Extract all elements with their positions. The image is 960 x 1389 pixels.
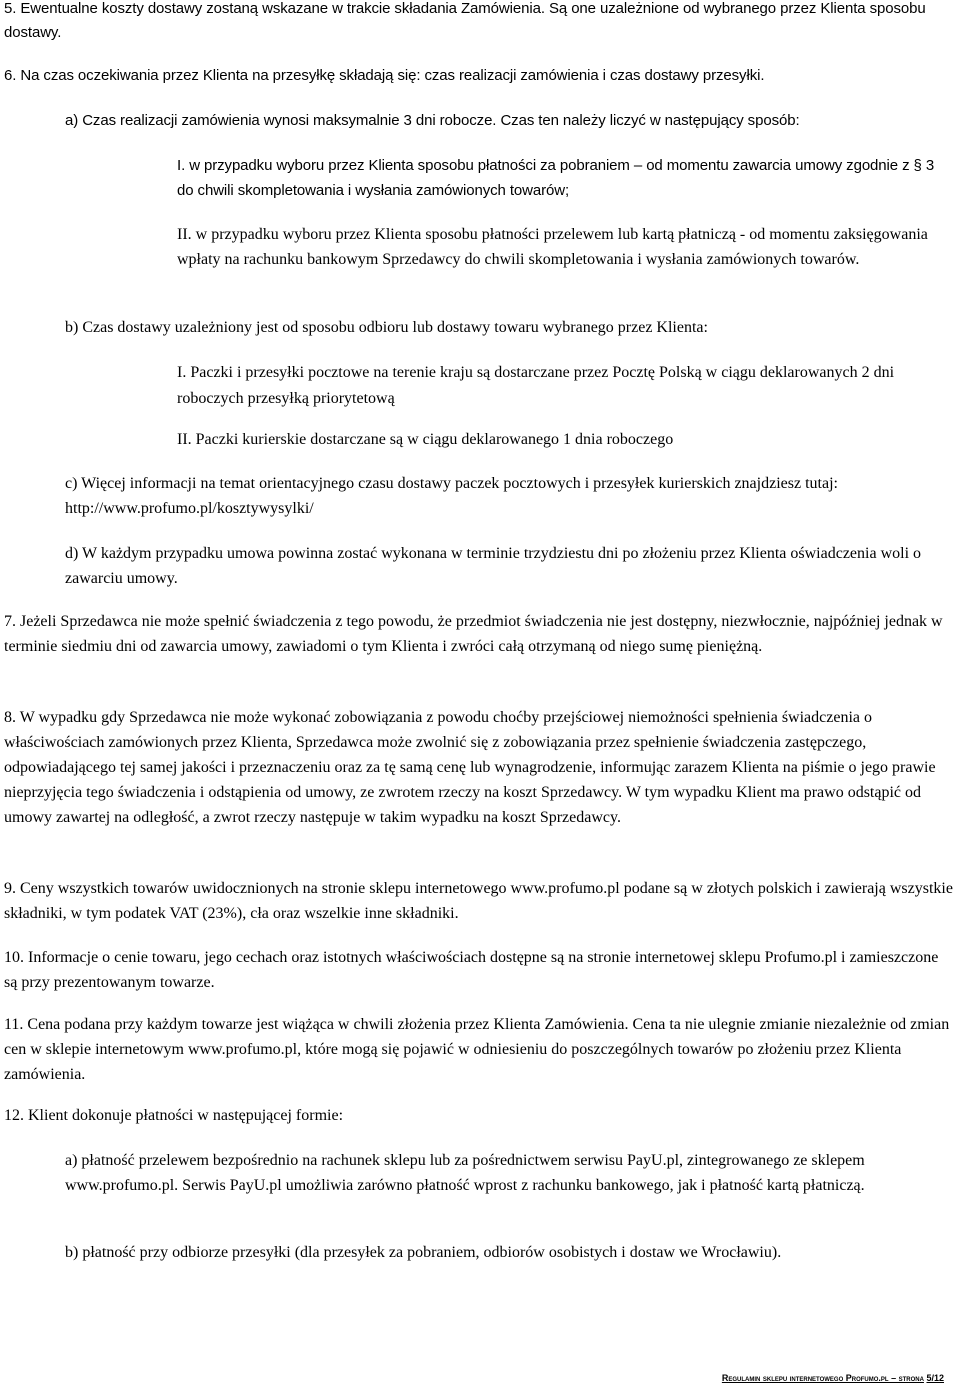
paragraph-12a: a) płatność przelewem bezpośrednio na rachunek sklepu lub za pośrednictwem serwisu PayU.pl, zintegrowanego ze sklepem www.profumo.pl. Serwis PayU.pl umożliwia zarówno płatność wprost z rachunku bankowego, jak i płatność kartą płatniczą.	[65, 1152, 865, 1194]
paragraph-6b: b) Czas dostawy uzależniony jest od sposobu odbioru lub dostawy towaru wybranego przez Klienta:	[65, 319, 708, 336]
paragraph-6c: c) Więcej informacji na temat orientacyjnego czasu dostawy paczek pocztowych i przesyłek kurierskich znajdziesz tutaj: http://www.profumo.pl/kosztywysylki/	[65, 475, 838, 517]
paragraph-10: 10. Informacje o cenie towaru, jego cechach oraz istotnych właściwościach dostępne są na stronie internetowej sklepu Profumo.pl i zamieszczone są przy prezentowanym towarze.	[4, 949, 939, 991]
paragraph-6a-i: I. w przypadku wyboru przez Klienta sposobu płatności za pobraniem – od momentu zawarcia umowy zgodnie z § 3 do chwili skompletowania i wysłania zamówionych towarów;	[177, 157, 935, 199]
paragraph-8: 8. W wypadku gdy Sprzedawca nie może wykonać zobowiązania z powodu choćby przejściowej niemożności spełnienia świadczenia o właściwościach zamówionych przez Klienta, Sprzedawca może zwolnić się z zobowiązania przez spełnienie świadczenia zastępczego, odpowiadającego tej samej jakości i przeznaczeniu oraz za tę samą cenę lub wynagrodzenie, informując zarazem Klienta na piśmie o jego prawie nieprzyjęcia tego świadczenia i odstąpienia od umowy, ze zwrotem rzeczy na koszt Sprzedawcy. W tym wypadku Klient ma prawo odstąpić od umowy zawartej na odległość, a zwrot rzeczy następuje w takim wypadku na koszt Sprzedawcy.	[4, 709, 936, 826]
paragraph-6: 6. Na czas oczekiwania przez Klienta na przesyłkę składają się: czas realizacji zamówienia i czas dostawy przesyłki.	[4, 67, 765, 84]
paragraph-7: 7. Jeżeli Sprzedawca nie może spełnić świadczenia z tego powodu, że przedmiot świadczenia nie jest dostępny, niezwłocznie, najpóźniej jednak w terminie siedmiu dni od zawarcia umowy, zawiadomi o tym Klienta i zwróci całą otrzymaną od niego sumę pieniężną.	[4, 613, 943, 655]
paragraph-12b: b) płatność przy odbiorze przesyłki (dla przesyłek za pobraniem, odbiorów osobistych i dostaw we Wrocławiu).	[65, 1244, 782, 1261]
paragraph-12: 12. Klient dokonuje płatności w następującej formie:	[4, 1107, 344, 1124]
footer-label: Regulamin sklepu internetowego Profumo.pl – strona	[721, 1373, 924, 1383]
paragraph-6d: d) W każdym przypadku umowa powinna zostać wykonana w terminie trzydziestu dni po złożeniu przez Klienta oświadczenia woli o zawarciu umowy.	[65, 545, 922, 587]
paragraph-9: 9. Ceny wszystkich towarów uwidocznionych na stronie sklepu internetowego www.profumo.pl podane są w złotych polskich i zawierają wszystkie składniki, w tym podatek VAT (23%), cła oraz wszelkie inne składniki.	[4, 880, 953, 922]
footer-page-number: 5/12	[926, 1373, 944, 1383]
paragraph-11: 11. Cena podana przy każdym towarze jest wiążąca w chwili złożenia przez Klienta Zamówienia. Cena ta nie ulegnie zmianie niezależnie od zmian cen w sklepie internetowym www.profumo.pl, które mogą się pojawić w odniesieniu do poszczególnych towarów po złożeniu przez Klienta zamówienia.	[4, 1016, 950, 1083]
paragraph-6b-ii: II. Paczki kurierskie dostarczane są w ciągu deklarowanego 1 dnia roboczego	[177, 431, 674, 448]
page-footer	[722, 1372, 944, 1384]
paragraph-6a: a) Czas realizacji zamówienia wynosi maksymalnie 3 dni robocze. Czas ten należy liczyć w następujący sposób:	[65, 112, 800, 129]
paragraph-5: 5. Ewentualne koszty dostawy zostaną wskazane w trakcie składania Zamówienia. Są one uzależnione od wybranego przez Klienta sposobu dostawy.	[4, 0, 926, 41]
paragraph-6b-i: I. Paczki i przesyłki pocztowe na terenie kraju są dostarczane przez Pocztę Polską w ciągu deklarowanych 2 dni roboczych przesyłką priorytetową	[177, 364, 895, 407]
paragraph-6a-ii: II. w przypadku wyboru przez Klienta sposobu płatności przelewem lub kartą płatniczą - od momentu zaksięgowania wpłaty na rachunku bankowym Sprzedawcy do chwili skompletowania i wysłania zamówionych towarów.	[177, 226, 928, 268]
